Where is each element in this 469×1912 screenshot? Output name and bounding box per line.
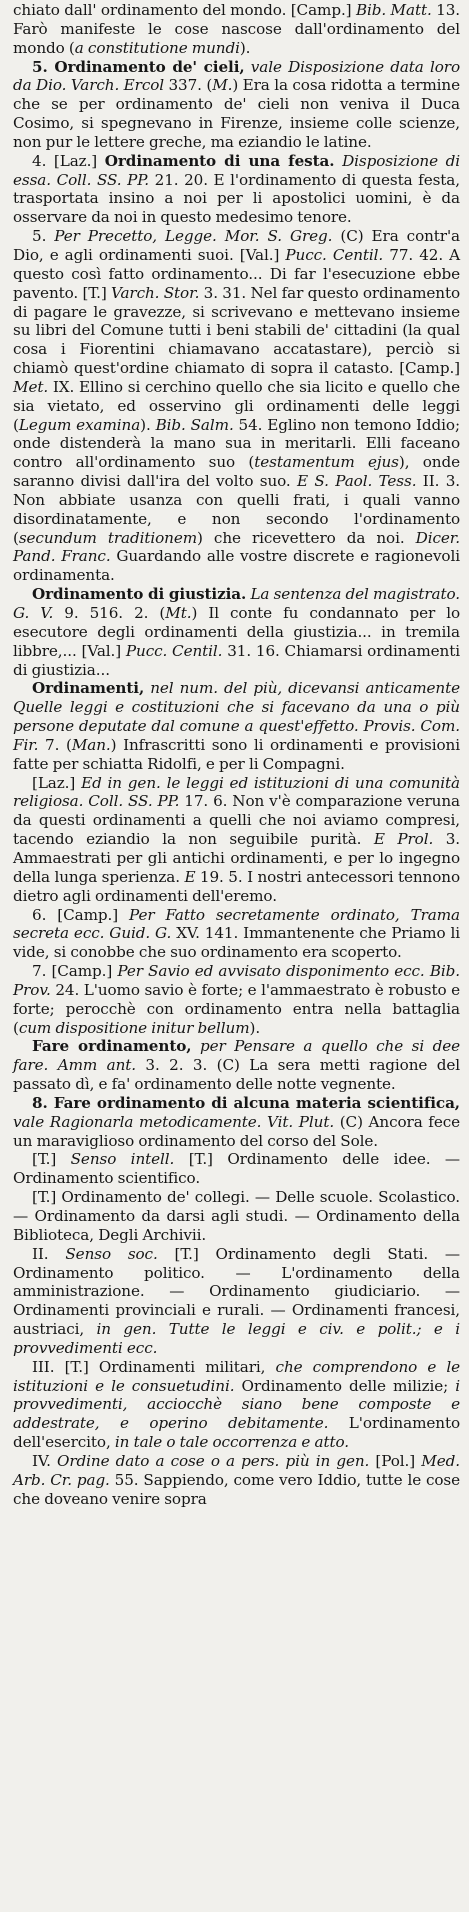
sense-6-fatto-secretamente-ordinato: [13, 906, 460, 963]
sense-7-savio-disponimento: [13, 962, 460, 1037]
text-run: [T.]: [32, 1150, 71, 1169]
headword-run: Fare ordinamento,: [32, 1037, 192, 1056]
text-run: L'ordinamento dell'esercito,: [13, 1414, 460, 1452]
italic-run: Met.: [13, 377, 49, 396]
sense-iii-ordinamenti-militari: [13, 1358, 460, 1452]
text-run: 55. Sappiendo, come vero Iddio, tutte le cose che doveano venire sopra: [13, 1470, 460, 1508]
text-run: ).: [239, 38, 251, 57]
sense-5-precetto-legge: [13, 227, 460, 585]
sense-5-ordinamento-de-cieli: [13, 58, 460, 152]
text-run: (C) Era contr'a Dio, e agli ordinamenti suoi. [Val.]: [13, 227, 460, 264]
text-run: ) Il conte fu condannato per lo esecutore degli ordinamenti della giustizia... in tremila libbre,... [Val.]: [13, 604, 460, 660]
text-run: [Pol.]: [369, 1451, 422, 1470]
text-run: 31. 16. Chiamarsi ordinamenti di giustizia...: [13, 641, 460, 679]
italic-run: E: [184, 867, 196, 886]
senso-intellettuale: [13, 1150, 460, 1188]
ordinamento-collegi: [13, 1188, 460, 1245]
italic-run: secundum traditionem: [18, 528, 198, 547]
text-run: ) Era la cosa ridotta a termine che se per ordinamento de' cieli non veniva il Duca Cosimo, si spegnevano in Firenze, insieme colle scienze, non pur le lettere greche, ma eziandio le latine.: [13, 76, 461, 151]
text-run: 54. Eglino non temono Iddio; onde distenderà la mano sua in meritarli. Elli faceano contro all'ordinamento suo (: [13, 415, 460, 472]
fare-ordinamento: [13, 1037, 460, 1094]
sense-8-materia-scientifica: [13, 1094, 460, 1151]
text-run: III. [T.] Ordinamenti militari,: [32, 1357, 276, 1376]
text-run: (C) Ancora fece un maraviglioso ordinamento del corso del Sole.: [13, 1112, 461, 1150]
text-run: ) che ricevettero da noi.: [197, 528, 416, 547]
text-run: 21. 20. E l'ordinamento di questa festa, trasportata insino a noi per li apostolici uomini, è da osservare da noi in questo medesimo tenore.: [13, 170, 460, 227]
text-run: 337. (: [164, 76, 213, 95]
text-run: 24. L'uomo savio è forte; e l'ammaestrato è robusto e forte; perocchè con ordinamento entra nella battaglia (: [13, 980, 460, 1037]
text-run: 9. 516. 2. (: [53, 604, 166, 622]
italic-run: Ed in gen. le leggi ed istituzioni di una comunità religiosa. Coll. SS. PP.: [13, 773, 461, 811]
italic-run: cum dispositione initur bellum: [18, 1018, 250, 1037]
text-run: ), onde saranno divisi dall'ira del volto suo.: [13, 453, 460, 491]
italic-run: Per Fatto secretamente ordinato, Trama secreta ecc. Guid. G.: [13, 905, 460, 943]
italic-run: Med. Arb. Cr. pag.: [13, 1451, 460, 1489]
headword-run: 8. Fare ordinamento di alcuna materia scientifica,: [32, 1093, 460, 1112]
text-run: 7. [Camp.]: [32, 962, 118, 981]
italic-run: E Prol.: [373, 830, 434, 849]
headword-run: Ordinamento di una festa.: [104, 151, 335, 170]
text-run: Ordinamento delle milizie;: [234, 1376, 456, 1395]
italic-run: Per Savio ed avvisato disponimento ecc. Bib. Prov.: [13, 962, 460, 999]
italic-run: Bib. Salm.: [155, 415, 234, 434]
text-run: 77. 42. A questo così fatto ordinamento... Di far l'esecuzione ebbe pavento. [T.]: [13, 245, 460, 302]
ordinamento-di-giustizia: [13, 585, 460, 679]
sense-4-ordinamento-di-una-festa: [13, 152, 460, 227]
italic-run: Senso intell.: [70, 1150, 175, 1169]
text-run: 17. 6. Non v'è comparazione veruna da questi ordinamenti a quelli che noi aviamo compresi, tacendo eziandio la non seguibile purità.: [13, 792, 460, 849]
ordinamenti-plural: [13, 679, 460, 773]
text-run: 7. (: [38, 735, 72, 754]
text-run: 19. 5. I nostri antecessori tennono dietro agli ordinamenti dell'eremo.: [13, 867, 460, 905]
italic-run: a constitutione mundi: [74, 38, 240, 57]
text-run: 4. [Laz.]: [32, 151, 105, 170]
text-run: 3. 2. 3. (C) La sera metti ragione del passato dì, e fa' ordinamento delle notte vegnente.: [13, 1056, 460, 1094]
text-run: [Laz.]: [32, 773, 82, 792]
italic-run: Man.: [71, 735, 111, 754]
italic-run: Varch. Stor.: [110, 283, 200, 302]
ordinamenti-comunita-religiosa: [13, 774, 460, 906]
text-run: Guardando alle vostre discrete e ragionevoli ordinamenta.: [13, 547, 460, 585]
text-run: 3. 31. Nel far questo ordinamento di pagare le gravezze, si scrivevano e mettevano insieme su libri del Comune tutti i beni stabili de' cittadini (la qual cosa i Fiorentini chiamavano accatastare), perciò si chiamò quest'ordine chiamato di sopra il catasto. [Camp.]: [13, 283, 460, 378]
italic-run: Pucc. Centil.: [285, 245, 384, 264]
text-run: chiato dall' ordinamento del mondo. [Camp.]: [13, 1, 356, 19]
text-run: ).: [140, 415, 156, 434]
text-run: [T.] Ordinamento delle idee. — Ordinamento scientifico.: [13, 1150, 460, 1188]
headword-run: Ordinamento di giustizia.: [32, 585, 247, 604]
text-run: 5.: [32, 227, 55, 246]
paragraph-continuation: [13, 1, 460, 58]
headword-run: 5. Ordinamento de' cieli,: [32, 57, 245, 76]
text-run: 13. Farò manifeste le cose nascose dall'ordinamento del mondo (: [13, 1, 460, 57]
italic-run: in gen. Tutte le leggi e civ. e polit.; e i provvedimenti ecc.: [13, 1320, 460, 1357]
text-run: [T.] Ordinamento de' collegi. — Delle scuole. Scolastico. — Ordinamento da darsi agli studi. — Ordinamento della Biblioteca, Degli Archivii.: [13, 1188, 460, 1244]
italic-run: Senso soc.: [65, 1244, 158, 1263]
text-run: II.: [32, 1244, 66, 1263]
text-run: 6. [Camp.]: [32, 905, 130, 924]
text-run: IX. Ellino si cerchino quello che sia licito e quello che sia vietato, ed osservino gli ordinamenti delle leggi (: [13, 377, 460, 434]
text-run: XV. 141. Immantenente che Priamo li vide, si conobbe che suo ordinamento era scoperto.: [13, 924, 460, 962]
italic-run: Dicer. Pand. Franc.: [13, 528, 460, 566]
sense-ii-senso-sociale: [13, 1245, 460, 1358]
italic-run: La sentenza del magistrato. G. V.: [13, 585, 460, 622]
italic-run: vale Ragionarla metodicamente. Vit. Plut.: [13, 1112, 335, 1131]
italic-run: in tale o tale occorrenza e atto.: [114, 1433, 349, 1452]
italic-run: Pucc. Centil.: [125, 641, 223, 660]
headword-run: Ordinamenti,: [32, 679, 145, 698]
italic-run: Ordine dato a cose o a pers. più in gen.: [57, 1451, 370, 1470]
text-run: ).: [249, 1018, 261, 1037]
italic-run: E S. Paol. Tess.: [297, 472, 417, 491]
text-run: 3. Ammaestrati per gli antichi ordinamenti, e per lo ingegno della lunga sperienza.: [13, 830, 460, 886]
italic-run: vale Disposizione data loro da Dio. Varch. Ercol: [13, 57, 460, 95]
sense-iv-ordine-dato: [13, 1452, 460, 1509]
italic-run: nel num. del più, dicevansi anticamente Quelle leggi e costituzioni che si facevano da una o più persone deputate dal comune a quest'effetto. Provis. Com. Fir.: [13, 679, 460, 754]
italic-run: testamentum ejus: [254, 453, 399, 472]
italic-run: Mt.: [165, 604, 192, 622]
text-run: [T.] Ordinamento degli Stati. — Ordinamento politico. — L'ordinamento della amministrazione. — Ordinamento giudiciario. — Ordinamenti provinciali e rurali. — Ordinamenti francesi, austriaci,: [13, 1244, 460, 1339]
text-run: ) Infrascritti sono li ordinamenti e provisioni fatte per schiatta Ridolfi, e per li Compagni.: [13, 735, 460, 773]
italic-run: Bib. Matt.: [355, 1, 432, 19]
italic-run: Disposizione di essa. Coll. SS. PP.: [13, 151, 460, 189]
italic-run: i provvedimenti, acciocchè siano bene composte e addestrate, e operino debitamente.: [13, 1376, 461, 1433]
text-run: IV.: [32, 1451, 58, 1470]
italic-run: Per Precetto, Legge. Mor. S. Greg.: [54, 227, 333, 246]
italic-run: che comprendono e le istituzioni e le consuetudini.: [13, 1357, 460, 1395]
italic-run: per Pensare a quello che si dee fare. Amm ant.: [13, 1037, 460, 1075]
italic-run: Legum examina: [18, 415, 141, 434]
italic-run: M.: [212, 76, 233, 95]
text-run: II. 3. Non abbiate usanza con quelli frati, i quali vanno disordinatamente, e non secondo l'ordinamento (: [13, 472, 460, 547]
